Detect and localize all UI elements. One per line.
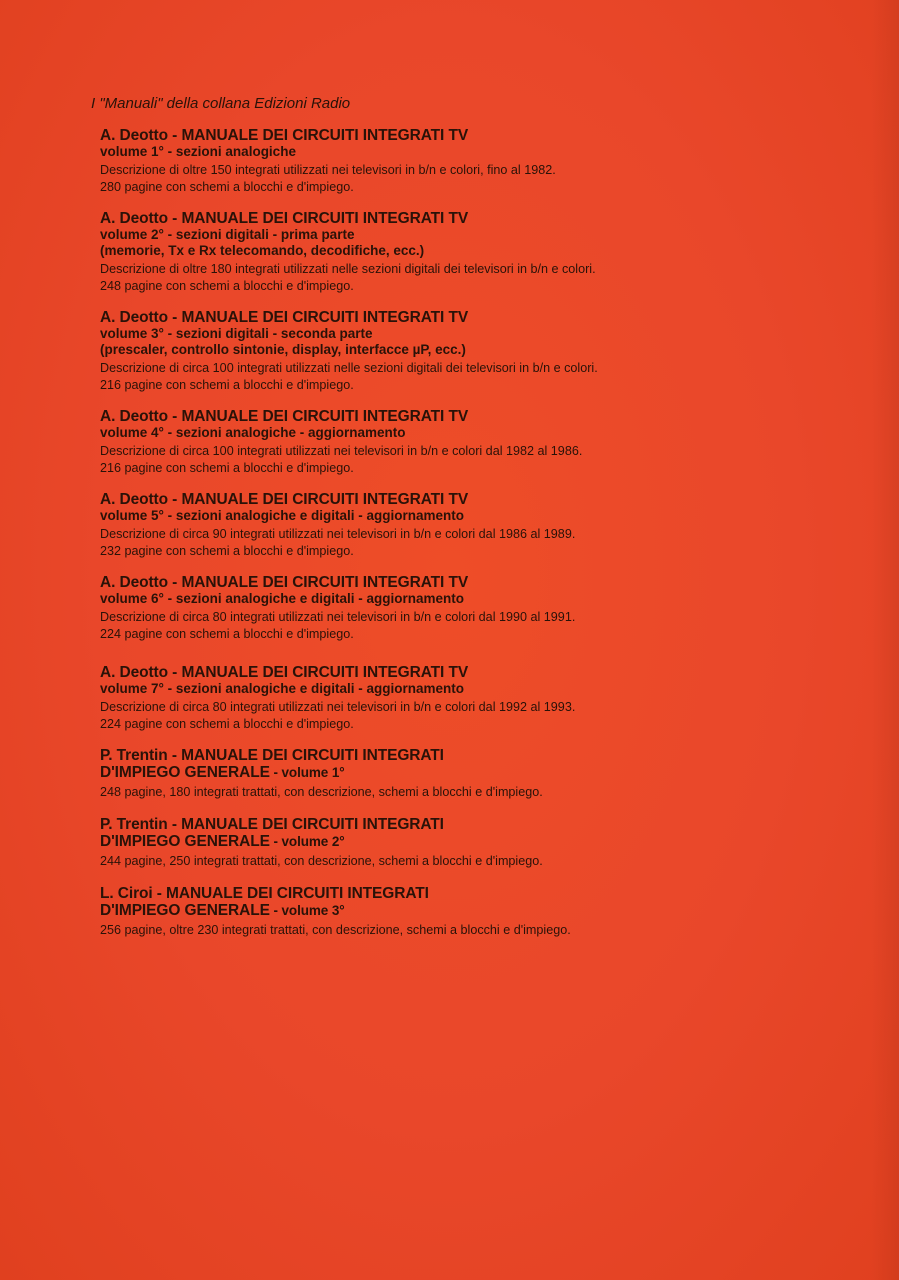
entry-title-line2 xyxy=(100,833,780,850)
catalog-entry xyxy=(100,816,780,870)
entry-pages: 216 pagine con schemi a blocchi e d'impiego. xyxy=(100,461,354,475)
page-edge-shadow xyxy=(871,0,899,1280)
catalog-entry xyxy=(100,574,780,642)
entry-pages: 224 pagine con schemi a blocchi e d'impiego. xyxy=(100,627,354,641)
entry-volume: volume 1° - sezioni analogiche xyxy=(100,144,296,159)
entry-description: Descrizione di circa 100 integrati utilizzati nelle sezioni digitali dei televisori in b/n e colori. xyxy=(100,361,598,375)
entry-pages: 232 pagine con schemi a blocchi e d'impiego. xyxy=(100,544,354,558)
catalog-entry xyxy=(100,408,780,476)
entry-description: 244 pagine, 250 integrati trattati, con descrizione, schemi a blocchi e d'impiego. xyxy=(100,854,543,868)
entry-title: A. Deotto - MANUALE DEI CIRCUITI INTEGRATI TV xyxy=(100,210,469,227)
entry-pages: 248 pagine con schemi a blocchi e d'impiego. xyxy=(100,279,354,293)
entry-volume: - volume 3° xyxy=(269,903,345,918)
entry-pages: 280 pagine con schemi a blocchi e d'impiego. xyxy=(100,180,354,194)
entry-title: P. Trentin - MANUALE DEI CIRCUITI INTEGRATI xyxy=(100,747,444,764)
entry-description: 256 pagine, oltre 230 integrati trattati, con descrizione, schemi a blocchi e d'impiego. xyxy=(100,923,571,937)
entry-description: Descrizione di circa 100 integrati utilizzati nei televisori in b/n e colori dal 1982 al 1986. xyxy=(100,444,583,458)
series-title: I "Manuali" della collana Edizioni Radio xyxy=(91,95,351,112)
entry-title: L. Ciroi - MANUALE DEI CIRCUITI INTEGRATI xyxy=(100,885,429,902)
entry-description: Descrizione di circa 80 integrati utilizzati nei televisori in b/n e colori dal 1992 al 1993. xyxy=(100,700,576,714)
catalog-entry xyxy=(100,664,780,732)
entry-volume: volume 5° - sezioni analogiche e digitali - aggiornamento xyxy=(100,508,464,523)
entry-topics: (prescaler, controllo sintonie, display, interfacce µP, ecc.) xyxy=(100,342,466,357)
entry-title: A. Deotto - MANUALE DEI CIRCUITI INTEGRATI TV xyxy=(100,491,469,508)
entry-title: A. Deotto - MANUALE DEI CIRCUITI INTEGRATI TV xyxy=(100,664,469,681)
catalog-entry xyxy=(100,309,780,393)
entry-title: A. Deotto - MANUALE DEI CIRCUITI INTEGRATI TV xyxy=(100,309,469,326)
entry-title-line2 xyxy=(100,902,780,919)
entry-description: 248 pagine, 180 integrati trattati, con descrizione, schemi a blocchi e d'impiego. xyxy=(100,785,543,799)
catalog-entry xyxy=(100,885,780,939)
entry-title-line2 xyxy=(100,764,780,781)
entry-volume: volume 3° - sezioni digitali - seconda parte xyxy=(100,326,373,341)
entry-volume: - volume 1° xyxy=(269,765,345,780)
entry-description: Descrizione di circa 80 integrati utilizzati nei televisori in b/n e colori dal 1990 al 1991. xyxy=(100,610,576,624)
entry-title: P. Trentin - MANUALE DEI CIRCUITI INTEGRATI xyxy=(100,816,444,833)
catalog-entry xyxy=(100,491,780,559)
catalog-entry xyxy=(100,747,780,801)
entry-title: A. Deotto - MANUALE DEI CIRCUITI INTEGRATI TV xyxy=(100,408,469,425)
entry-description: Descrizione di oltre 150 integrati utilizzati nei televisori in b/n e colori, fino al 1982. xyxy=(100,163,556,177)
entry-subject: D'IMPIEGO GENERALE xyxy=(100,833,270,850)
entry-volume: volume 4° - sezioni analogiche - aggiornamento xyxy=(100,425,406,440)
entry-pages: 216 pagine con schemi a blocchi e d'impiego. xyxy=(100,378,354,392)
entry-pages: 224 pagine con schemi a blocchi e d'impiego. xyxy=(100,717,354,731)
entry-title: A. Deotto - MANUALE DEI CIRCUITI INTEGRATI TV xyxy=(100,574,469,591)
entry-volume: volume 7° - sezioni analogiche e digitali - aggiornamento xyxy=(100,681,464,696)
entry-description: Descrizione di circa 90 integrati utilizzati nei televisori in b/n e colori dal 1986 al 1989. xyxy=(100,527,576,541)
entry-subject: D'IMPIEGO GENERALE xyxy=(100,902,270,919)
entry-title: A. Deotto - MANUALE DEI CIRCUITI INTEGRATI TV xyxy=(100,127,469,144)
catalog-entry xyxy=(100,127,780,195)
entry-volume: - volume 2° xyxy=(269,834,345,849)
entry-subject: D'IMPIEGO GENERALE xyxy=(100,764,270,781)
entry-volume: volume 2° - sezioni digitali - prima parte xyxy=(100,227,355,242)
entry-topics: (memorie, Tx e Rx telecomando, decodifiche, ecc.) xyxy=(100,243,425,258)
entry-description: Descrizione di oltre 180 integrati utilizzati nelle sezioni digitali dei televisori in b/n e colori. xyxy=(100,262,596,276)
entry-volume: volume 6° - sezioni analogiche e digitali - aggiornamento xyxy=(100,591,464,606)
catalog-entry xyxy=(100,210,780,294)
catalog-list xyxy=(91,95,780,954)
